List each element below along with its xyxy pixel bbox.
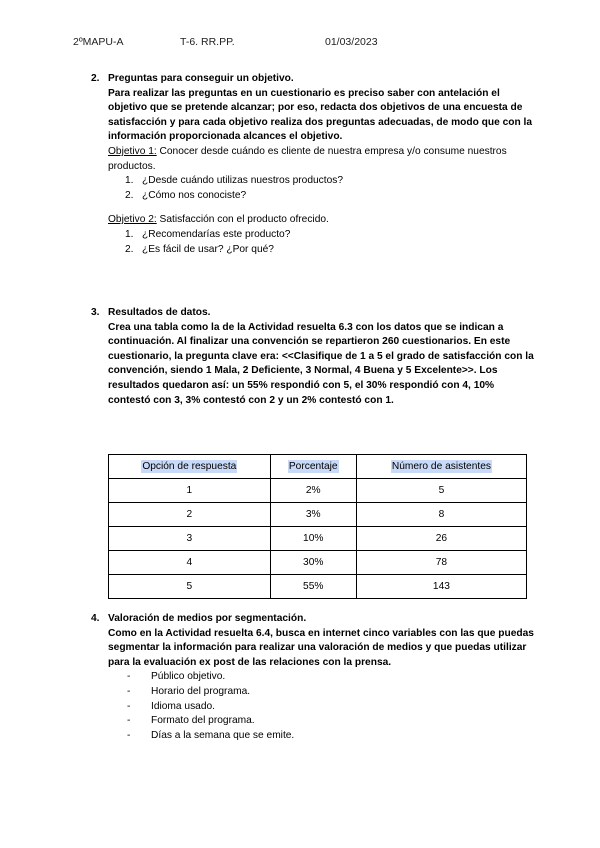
section-number: 3. [91, 307, 100, 318]
section-4 [91, 612, 536, 743]
table-cell: 78 [356, 551, 526, 575]
table-cell: 8 [356, 503, 526, 527]
question-text: ¿Recomendarías este producto? [142, 228, 291, 240]
table-header-row [109, 455, 527, 479]
question-number: 1. [125, 228, 134, 240]
table-row [109, 575, 527, 599]
question-number: 1. [125, 175, 134, 187]
dash-bullet: - [127, 671, 131, 683]
question-text: ¿Desde cuándo utilizas nuestros productos? [142, 175, 344, 187]
objective-2 [108, 213, 536, 228]
section-intro: Como en la Actividad resuelta 6.4, busca en internet cinco variables con las que puedas segmentar la información para realizar una valoración de medios y que puedas utilizar para la evaluación ex post de las relaciones con la prensa. [108, 627, 534, 668]
results-table [108, 454, 527, 599]
table-row [109, 527, 527, 551]
table-cell: 30% [270, 551, 356, 575]
list-item: - Formato del programa. [125, 714, 536, 729]
column-header: Opción de respuesta [109, 455, 271, 479]
table-row [109, 551, 527, 575]
section-title: Valoración de medios por segmentación. [108, 613, 307, 624]
objective-label: Objetivo 2: [108, 214, 157, 226]
dash-bullet: - [127, 685, 131, 697]
section-intro: Crea una tabla como la de la Actividad resuelta 6.3 con los datos que se indican a continuación. Al finalizar una convención se repartieron 260 cuestionarios. En este cuestionario, la pregunta clave era: <<Clasifique de 1 a 5 el grado de satisfacción con la convención, siendo 1 Mala, 2 Deficiente, 3 Normal, 4 Buena y 5 Excelente>>. Los resultados quedaron así: un 55% respondió con 5, el 30% respondió con 4, 10% contestó con 3, 3% contestó con 2 y un 2% contestó con 1. [108, 321, 534, 406]
variables-list [108, 670, 536, 743]
dash-bullet: - [127, 729, 131, 741]
question-text: ¿Cómo nos conociste? [142, 189, 247, 201]
question-item [125, 189, 536, 204]
section-number: 2. [91, 73, 100, 84]
table-cell: 2% [270, 479, 356, 503]
section-title: Preguntas para conseguir un objetivo. [108, 73, 294, 84]
table-cell: 10% [270, 527, 356, 551]
objective-1 [108, 145, 536, 174]
section-intro: Para realizar las preguntas en un cuestionario es preciso saber con antelación el objetivo que se pretende alcanzar; por eso, redacta dos objetivos de una encuesta de satisfacción y para cada objetivo realiza dos preguntas adecuadas, de modo que con la información proporcionada alcances el objetivo. [108, 87, 533, 143]
dash-bullet: - [127, 715, 131, 727]
table-cell: 4 [109, 551, 271, 575]
table-cell: 3% [270, 503, 356, 527]
question-number: 2. [125, 243, 134, 255]
table-cell: 2 [109, 503, 271, 527]
list-item: - Días a la semana que se emite. [125, 729, 536, 744]
table-cell: 5 [109, 575, 271, 599]
list-item: - Horario del programa. [125, 685, 536, 700]
table-cell: 1 [109, 479, 271, 503]
question-item [125, 243, 536, 258]
section-title: Resultados de datos. [108, 307, 211, 318]
question-number: 2. [125, 189, 134, 201]
list-item: - Idioma usado. [125, 700, 536, 715]
section-3 [91, 306, 536, 408]
header-date: 01/03/2023 [325, 36, 378, 48]
unit-code: T-6. RR.PP. [180, 36, 235, 48]
question-item [125, 174, 536, 189]
question-item [125, 228, 536, 243]
objective-text: Satisfacción con el producto ofrecido. [156, 214, 329, 226]
table-cell: 3 [109, 527, 271, 551]
table-cell: 55% [270, 575, 356, 599]
section-2 [91, 72, 536, 257]
list-item: - Público objetivo. [125, 670, 536, 685]
section-number: 4. [91, 613, 100, 624]
objective-2-questions [108, 228, 536, 257]
table-cell: 26 [356, 527, 526, 551]
objective-label: Objetivo 1: [108, 145, 157, 157]
objective-text: Conocer desde cuándo es cliente de nuestra empresa y/o consume nuestros productos. [108, 145, 507, 172]
column-header: Número de asistentes [356, 455, 526, 479]
table-cell: 143 [356, 575, 526, 599]
objective-1-questions [108, 174, 536, 203]
table-row [109, 479, 527, 503]
dash-bullet: - [127, 700, 131, 712]
question-text: ¿Es fácil de usar? ¿Por qué? [142, 243, 274, 255]
course-code: 2ºMAPU-A [73, 36, 124, 48]
table-cell: 5 [356, 479, 526, 503]
table-row [109, 503, 527, 527]
column-header: Porcentaje [270, 455, 356, 479]
